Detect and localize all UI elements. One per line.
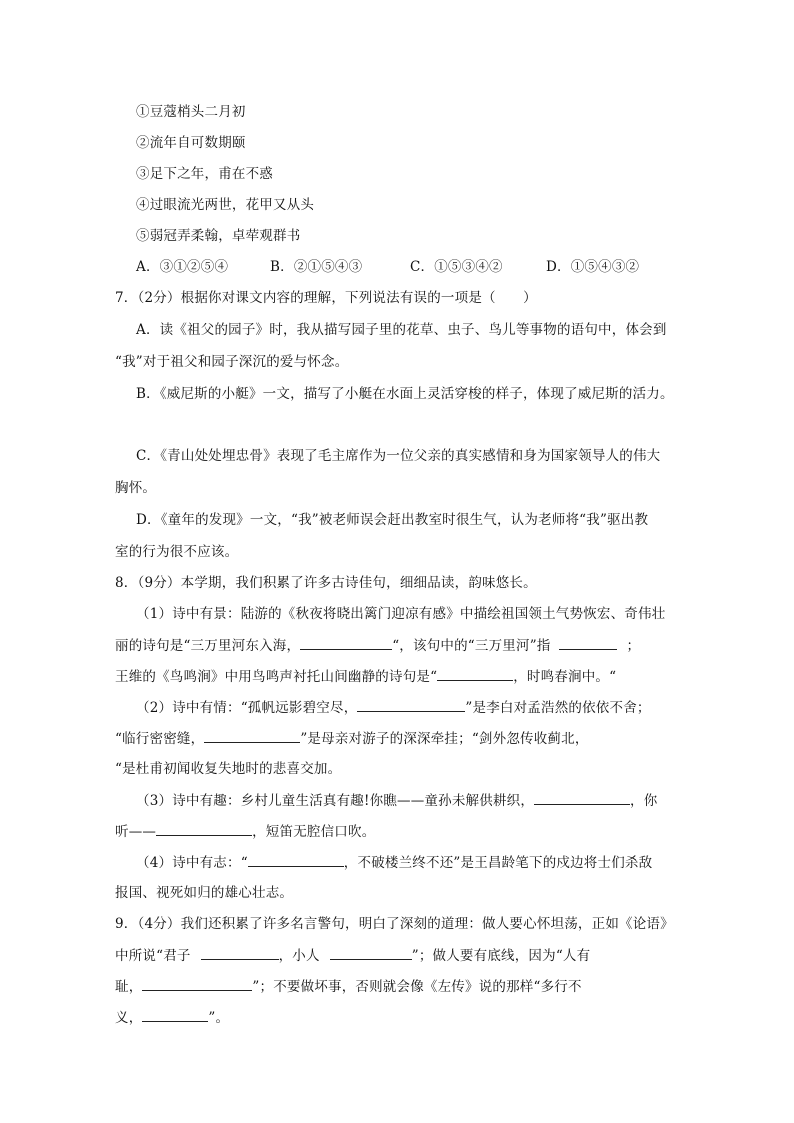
q9-text-b: ，小人 [278, 948, 320, 964]
q8-part2-line3: “是杜甫初闻收复失地时的悲喜交加。 [115, 761, 342, 777]
q9-blank-3[interactable] [142, 976, 252, 991]
q8-part3-line1 [136, 790, 657, 811]
q6-option-c[interactable]: C．①⑤③④② [410, 259, 503, 275]
q9-text-a: 中所说“君子 [115, 948, 191, 964]
q9-text-g: ”。 [208, 1010, 230, 1026]
q6-item-2: ②流年自可数期颐 [136, 135, 246, 151]
q6-item-1: ①豆蔻梢头二月初 [136, 104, 246, 120]
q8-stem: 8．（9分）本学期，我们积累了许多古诗佳句，细细品读，韵味悠长。 [115, 575, 537, 591]
q8-blank-6[interactable] [534, 790, 630, 805]
q8-part1-line2 [115, 635, 640, 656]
q7-option-d-line2: 室的行为很不应该。 [115, 544, 239, 560]
q8-blank-7[interactable] [156, 821, 252, 836]
q8-part2-text-c: “临行密密缝， [115, 731, 205, 747]
q7-option-c-line1[interactable]: C．《青山处处埋忠骨》表现了毛主席作为一位父亲的真实感情和身为国家领导人的伟大 [136, 448, 661, 464]
q6-option-a[interactable]: A．③①②⑤④ [136, 259, 229, 275]
q9-line2 [115, 945, 590, 966]
q8-part3-line2 [115, 821, 375, 842]
q8-part3-text-a: （3）诗中有趣：乡村儿童生活真有趣!你瞧——童孙未解供耕织， [136, 793, 535, 809]
q9-text-c: ”；做人要有底线，因为“人有 [411, 948, 591, 964]
q8-part2-line2 [115, 728, 589, 749]
q8-part4-line1 [136, 852, 652, 873]
q8-part4-text-b: ，不破楼兰终不还”是王昌龄笔下的戍边将士们杀敌 [343, 855, 653, 871]
q8-blank-3[interactable] [437, 666, 513, 681]
q9-line3 [115, 976, 582, 997]
q8-part3-text-d: ，短笛无腔信口吹。 [252, 824, 376, 840]
q8-blank-8[interactable] [248, 852, 344, 867]
q6-options [136, 257, 639, 277]
q7-option-c-line2: 胸怀。 [115, 480, 157, 496]
q8-part2-text-b: ”是李白对孟浩然的依依不舍； [465, 700, 651, 716]
q7-option-a-line1[interactable]: A．读《祖父的园子》时，我从描写园子里的花草、虫子、鸟儿等事物的语句中，体会到 [136, 322, 667, 338]
q8-part3-text-b: ，你 [630, 793, 658, 809]
q9-text-e: ”；不要做坏事，否则就会像《左传》说的那样“多行不 [252, 979, 582, 995]
q6-item-3: ③足下之年，甫在不惑 [136, 166, 273, 182]
q8-part1-text-d: 王维的《鸟鸣涧》中用鸟鸣声衬托山间幽静的诗句是“ [115, 669, 438, 685]
q8-blank-1[interactable] [300, 635, 392, 650]
q8-part1-text-c: ； [626, 638, 641, 654]
q6-item-5: ⑤弱冠弄柔翰，卓荦观群书 [136, 228, 301, 244]
q8-blank-2[interactable] [559, 635, 617, 650]
q7-option-b[interactable]: B．《威尼斯的小艇》一文，描写了小艇在水面上灵活穿梭的样子，体现了威尼斯的活力。 [136, 386, 674, 402]
q8-part2-line1 [136, 697, 651, 718]
q9-text-d: 耻， [115, 979, 143, 995]
q7-option-d-line1[interactable]: D．《童年的发现》一文，“我”被老师误会赶出教室时很生气，认为老师将“我”驱出教 [136, 512, 649, 528]
q9-line4 [115, 1007, 229, 1028]
q9-line1: 9．（4分）我们还积累了许多名言警句，明白了深刻的道理：做人要心怀坦荡，正如《论语》 [115, 916, 674, 932]
q8-part1-text-a: 丽的诗句是“三万里河东入海， [115, 638, 301, 654]
q9-text-f: 义， [115, 1010, 143, 1026]
q8-part2-text-a: （2）诗中有情：“孤帆远影碧空尽， [136, 700, 358, 716]
q7-stem: 7．（2分）根据你对课文内容的理解，下列说法有误的一项是（ ） [115, 290, 537, 306]
q8-part1-line1: （1）诗中有景：陆游的《秋夜将晓出篱门迎凉有感》中描绘祖国领土气势恢宏、奇伟壮 [136, 606, 666, 622]
q8-part1-text-b: “，该句中的“三万里河”指 [392, 638, 551, 654]
q9-blank-4[interactable] [142, 1007, 208, 1022]
q6-option-b[interactable]: B．②①⑤④③ [270, 259, 363, 275]
q8-part2-text-d: ”是母亲对游子的深深牵挂；“剑外忽传收蓟北， [300, 731, 589, 747]
q6-option-d[interactable]: D．①⑤④③② [546, 259, 640, 275]
q9-blank-1[interactable] [201, 945, 279, 960]
q6-item-4: ④过眼流光两世，花甲又从头 [136, 197, 315, 213]
q8-part3-text-c: 听—— [115, 824, 157, 840]
q7-option-a-line2: “我”对于祖父和园子深沉的爱与怀念。 [115, 354, 349, 370]
q8-blank-4[interactable] [357, 697, 465, 712]
q8-part1-text-e: ，时鸣春涧中。“ [513, 669, 617, 685]
q8-part4-text-a: （4）诗中有志：“ [136, 855, 248, 871]
q9-blank-2[interactable] [330, 945, 412, 960]
q8-part1-line3 [115, 666, 616, 687]
q8-blank-5[interactable] [204, 728, 300, 743]
q8-part4-line2: 报国、视死如归的雄心壮志。 [115, 885, 294, 901]
